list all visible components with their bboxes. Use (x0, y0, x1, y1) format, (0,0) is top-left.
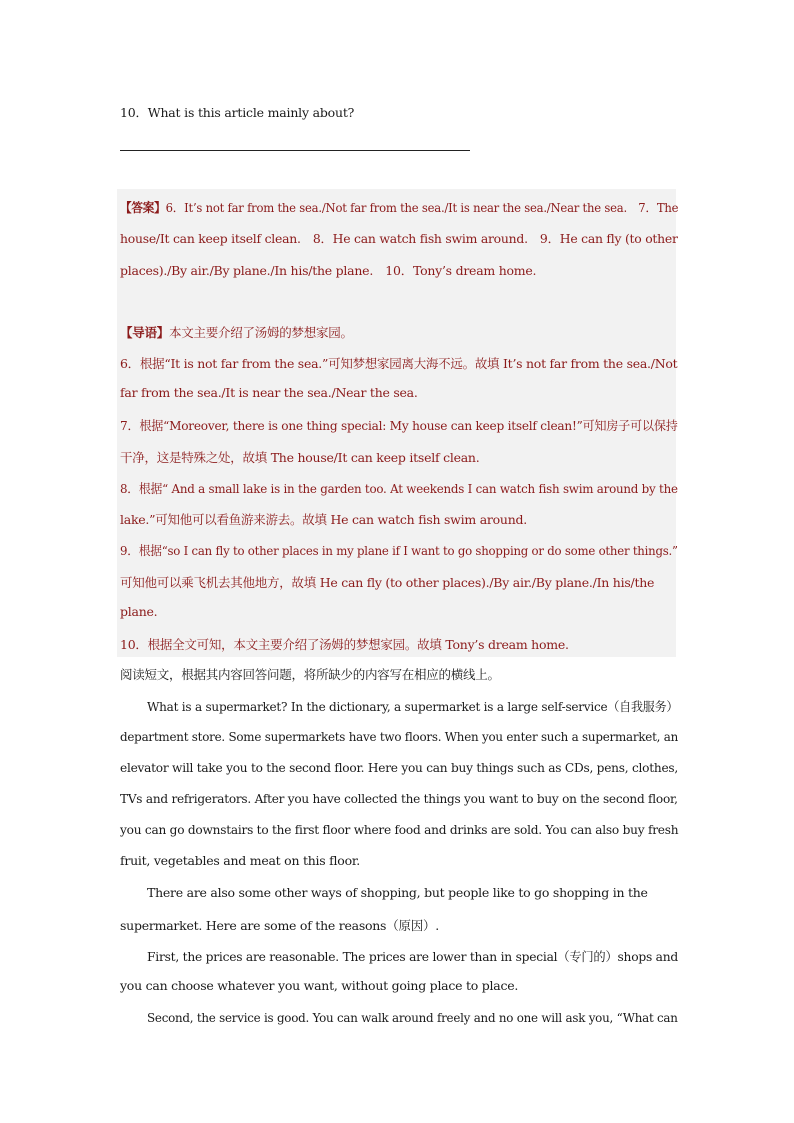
question-10: 10．What is this article mainly about? (120, 105, 355, 120)
passage-line: There are also some other ways of shopping, but people like to go shopping in the (147, 885, 648, 900)
passage-line: elevator will take you to the second floor. Here you can buy things such as CDs, pens, clothes, (120, 760, 679, 775)
answer-blank-line (120, 150, 470, 151)
answer-tag: 【答案】 (120, 200, 166, 215)
answer-line-1: 【答案】6．It’s not far from the sea./Not far from the sea./It is near the sea./Near the sea. 7．The (120, 200, 679, 215)
passage-line: you can go downstairs to the first floor where food and drinks are sold. You can also buy fresh (120, 822, 679, 837)
passage-line: What is a supermarket? In the dictionary, a supermarket is a large self-service（自我服务） (147, 699, 679, 714)
guide-item: 9．根据“so I can fly to other places in my plane if I want to go shopping or do some other things.” (120, 543, 678, 558)
passage-instruction: 阅读短文，根据其内容回答问题，将所缺少的内容写在相应的横线上。 (120, 667, 500, 682)
passage-line: First, the prices are reasonable. The prices are lower than in special（专门的）shops and (147, 949, 679, 964)
guide-tag: 【导语】 (120, 325, 170, 340)
passage-line: TVs and refrigerators. After you have collected the things you want to buy on the second floor, (120, 791, 678, 806)
guide-item: far from the sea./It is near the sea./Near the sea. (120, 385, 418, 400)
passage-line: fruit, vegetables and meat on this floor. (120, 853, 360, 868)
passage-line: supermarket. Here are some of the reasons（原因）. (120, 918, 439, 933)
guide-item: 6．根据“It is not far from the sea.”可知梦想家园离大海不远。故填 It’s not far from the sea./Not (120, 356, 678, 371)
guide-item: 7．根据“Moreover, there is one thing special: My house can keep itself clean!”可知房子可以保持 (120, 418, 678, 433)
guide-intro: 【导语】本文主要介绍了汤姆的梦想家园。 (120, 325, 353, 340)
answer-line-2: house/It can keep itself clean. 8．He can watch fish swim around. 9．He can fly (to other (120, 231, 678, 246)
guide-item: 干净，这是特殊之处，故填 The house/It can keep itself clean. (120, 450, 480, 465)
guide-item: 10．根据全文可知，本文主要介绍了汤姆的梦想家园。故填 Tony’s dream home. (120, 637, 569, 652)
guide-item: 可知他可以乘飞机去其他地方，故填 He can fly (to other places)./By air./By plane./In his/the (120, 575, 655, 590)
guide-item: 8．根据“ And a small lake is in the garden too. At weekends I can watch fish swim around by the (120, 481, 678, 496)
guide-item: lake.”可知他可以看鱼游来游去。故填 He can watch fish swim around. (120, 512, 527, 527)
guide-item: plane. (120, 604, 158, 619)
answer-line-3: places)./By air./By plane./In his/the plane. 10．Tony’s dream home. (120, 263, 537, 278)
passage-line: you can choose whatever you want, without going place to place. (120, 978, 519, 993)
passage-line: Second, the service is good. You can walk around freely and no one will ask you, “What can (147, 1010, 678, 1025)
passage-line: department store. Some supermarkets have two floors. When you enter such a supermarket, an (120, 729, 679, 744)
